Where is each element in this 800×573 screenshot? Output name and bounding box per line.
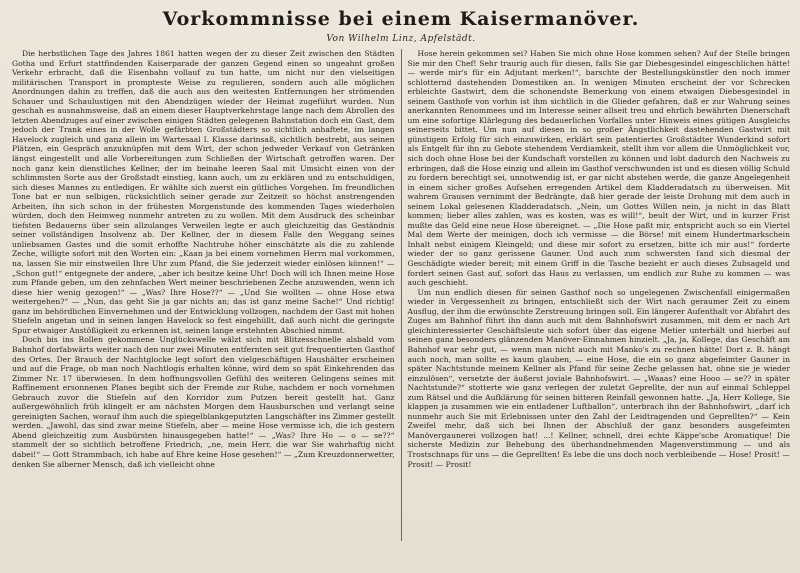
paragraph: Die herbstlichen Tage des Jahres 1861 hatten wegen der zu dieser Zeit zwischen den Städten Gotha und Erfurt stattfindenden Kaiserparade der ganzen Gegend einen so ungeahnt großen Verkehr erbracht, daß die Eisenbahn vollauf zu tun hatte, um nicht nur den vielseitigen militärischen Transport in prompteste Weise zu regulieren, sondern auch alle möglichen Anordnungen dahin zu treffen, daß die auch aus den weitesten Entfernungen her strömenden Schauer und Schaulustigen mit den Abendzügen wieder der Heimat zugeführt wurden. Nun geschah es ausnahmsweise, daß an einem dieser Hauptverkehrstage lange nach dem Abrollen des letzten Abendzuges auf einer zwischen einigen Städten gelegenen Bahnstation doch ein Gast, dem jedoch der Trank eines in der Wolle gefärbten Großstädters so sichtlich anhaftete, im langen Havelock zugleich und ganz allein im Wartesaal I. Klasse darinsaß, sichtlich bestrebt, aus seinen Plätzen, ein Gespräch anzuknüpfen mit dem Wirt, der schon jedweder Verkauf von Getränken längst eingestellt und alle Vorbereitungen zum Schließen der Wirtschaft getroffen waren. Der noch ganz kein dienstliches Kellner, der im beinahe leeren Saal mit Umsicht einen von der schlimmsten Sorte aus der Großstadt einstieg, kann auch, um zu erklären und zu entschuldigen, sich dieses Mannes zu entledigen. Er wählte sich zuerst ein gütliches Vorgehen. Im freundlichen Tone bat er nun selbigen, rücksichtlich seiner gerade zur Zeitzeit so höchst anstrengenden Arbeiten, ihn sich schon in der frühesten Morgenstunde des kommenden Tages wiederholen würden, doch den Heimweg nunmehr antreten zu zu wollen. Mit dem Ausdruck des scheinbar tiefsten Bedauerns über sein allzulanges Verweilen legte er auch gleichzeitig das Geständnis seiner vollständigen Insolvenz ab. Der Kellner, der in diesem Falle den Weggang seines unliebsamen Gastes und die somit erhoffte Nachtruhe höher einschätzte als die zu zahlende Zeche, willigte sofort mit den Worten ein: „Kaan ja bei einem vornehmen Herrn mal vorkommen, na, lassen Sie mir einstweilen Ihre Uhr zum Pfand, die Sie jederzeit wieder einlösen können!“ — „Schon gut!“ entgegnete der andere, „aber ich besitze keine Uhr! Doch will ich Ihnen meine Hose zum Pfande geben, um den zehnfachen Wert meiner beschriebenen Zeche anzuwenden, wenn ich diese hier wenig gezogen!“ — „Was? Ihre Hose??“ — „Und Sie wollten — ohne Hose etwa weitergehen?“ — „Nun, das geht Sie ja gar nichts an; das ist ganz meine Sache!“ Und richtig! ganz im behördlichen Einvernehmen und der Entwicklung vollzogen, nachdem der Gast mit hohen Stiefeln angetan und in seinen langen Havelock so fest eingehüllt, daß auch nicht die geringste Spur etwaiger Anstößigkeit zu erkennen ist, seinen lange erstehnten Abschied nimmt.	[12, 49, 395, 335]
paragraph: Hose herein gekommen sei? Haben Sie mich ohne Hose kommen sehen? Auf der Stelle bringen Sie mir den Chef! Sehr traurig auch für diesen, falls Sie gar Diebesgesindel eingeschlichen hätte! — werde mir's für ein Adjutant merken!“, barschte der Bestellungskünstler den noch immer schlotternd dastehenden Domestiken an. In wenigen Minuten erscheint der vor Schrecken erbleichte Gastwirt, dem die schonendste Bemerkung von einem etwaigen Diebesgesindel in seinem Gasthofe von vorhin ist ihm sichtlich in die Glieder gefahren, daß er zur Wahrung seines anerkannten Renommees und im Interesse seiner allseit treu und ehrlich bewährten Dienerschaft um eine sofortige Klärlegung des bedauerlichen Vorfalles unter Hinweis eines gütigen Ausgleichs seinerseits bittet. Um nun auf diesen in so großer Ängstlichkeit dastehenden Gastwirt mit günstigem Erfolg für sich einzuwirken, erklärt sein patentiertes Großstädter Wunderkind sofort als Entgelt für ihn zu Gebote stehendem Verdiamkeit, stellt ihm vor allem die Unmöglichkeit vor, sich doch ohne Hose bei der Kundschaft vorstellen zu können und lobt dadurch den Nachweis zu erbringen, daß die Hose einzig und allein im Gasthof verschwunden ist und es diesen völlig Schuld zu fordern berechtigt sei, unnotwendig ist, er gar nicht abstehen werde, die ganze Angelegenheit in einem sicher großes Aufsehen erregenden Artikel dem Kladderadatsch zu überweisen. Mit wahrem Grausen vernimmt der Bedrängte, daß hier gerade der leiste Drohung mit dem auch in seinem Lokal gelesenen Kladderadatsch. „Nein, um Gottes Willen nein, ja nicht in das Blatt kommen; lieber alles zahlen, was es kosten, was es will!“, beult der Wirt, und in kurzer Frist mußte das Geld eine neue Hose übereignet. — „Die Hose paßt mir, entspricht auch so ein Viertel Mal dem Werte der meinigen, doch ich vermisse — die Börse! mit einem Hundertmarkschein Inhalt nebst einigem Kleingeld; und diese mir sofort zu ersetzen, bitte ich mir aus!“ forderte wieder der so ganz gerissene Gauner. Und auch zum schwersten fand sich diesmal der Geschädigte wieder bereit; mit einem Griff in die Tasche bezieht er auch dieses Zubsageld und fordert seinen Gast auf, sofort das Haus zu verlassen, um endlich zur Ruhe zu kommen — was auch geschieht.	[407, 49, 790, 288]
article-title: Vorkommnisse bei einem Kaisermanöver.	[162, 8, 640, 30]
left-column	[12, 49, 401, 541]
article-byline: Von Wilhelm Linz, Apfelstädt.	[326, 34, 476, 44]
article-columns	[12, 49, 790, 541]
paragraph: Doch bis ins Rollen gekommene Unglückswelle wälzt sich mit Blitzesschnelle alsbald vom Bahnhof dorfabwärts weiter nach den nur zwei Minuten entfernten seit gut frequentierten Gasthof des Ortes. Der Brauch der Nachtglocke legt sofort den vielgeschäftigen Haushälter erscheinen und auf die Frage, ob man noch Nachtlogis erhalten könne, wird dem so spät Einkehrenden das Zimmer Nr. 17 überwiesen. In dem hoffnungsvollen Gefühl des weiteren Gelingens seines mit Raffinement ersonnenen Planes begibt sich der Fremde zur Ruhe, nachdem er noch vornehmen Gebrauch zuvor die Stiefeln auf den Korridor zum Putzen bereit gestellt hat. Ganz außergewöhnlich früh klingelt er am nächsten Morgen dem Hausburschen und verlangt seine gereinigten Sachen, worauf ihm auch die spiegelblankgeputzten Langschäfter ins Zimmer gestellt werden. „Jawohl, das sind zwar meine Stiefeln, aber — meine Hose vermisse ich, die ich gestern Abend gleichzeitig zum Ausbürsten hinausgegeben hatte!“ — „Was? Ihre Ho — o — se??“ stammelt der so sichtlich betroffene Friedrich, „ne, mein Herr, die war Sie wahrhaftig nicht dabei!“ — Gott Strammbach, ich habe auf Ehre keine Hose gesehen!“ — „Zum Kreuzdonnerwetter, denken Sie alberner Mensch, daß ich vielleicht ohne	[12, 335, 395, 469]
paragraph: Um nun endlich diesen für seinen Gasthof noch so ungelegenen Zwischenfall einigermaßen wieder in Vergessenheit zu bringen, entschließt sich der Wirt nach geraumer Zeit zu einem Ausflug, der ihm die erwünschte Zerstreuung bringen soll. Ein längerer Aufenthalt vor Abfahrt des Zuges am Bahnhof führt ihn dann auch mit dem Bahnhofswirt zusammen, mit dem er nach Art gleichinteressierter Geschäftsleute sich sofort über das eigene Metier unterhält und hierbei auf seinen ganz besonders glänzenden Manöver-Einnahmen hinzielt. „Ja, ja, Kollege, das Geschäft am Bahnhof war sehr gut, — wenn man nicht auch mit Manko's zu rechnen hätte! Dort z. B. hängt auch noch, man sollte es kaum glauben, — eine Hose, die ein so ganz abgefeimter Gauner in später Nachtstunde meinem Kellner als Pfand für seine Zeche gelassen hat, ohne sie je wieder einzulösen“, versetzte der äußerst joviale Bahnhofswirt. — „Waaas? eine Hooo — se?? in später Nachtstunde?“ stotterte wie ganz verlegen der zuletzt Geprellte, der nun auf einmal Schleppel zum Rätsel und die Aufklärung für seinen bitteren Reinfall gewonnen hatte. „Ja, Herr Kollege, Sie klappen ja zusammen wie ein entladener Luftballon“, unterbrach ihn der Bahnhofswirt, „darf ich nunmehr auch Sie mit Erlebnissen unter den Zahl der Leidtragenden und Geprellten?“ — Kein Zweifel mehr, daß sich bei Ihnen der Abschluß der ganz besonders ausgefeimten Manövergaunerei vollzogen hat! ...! Kellner, schnell, drei echte Käppe'sche Aromatique! Die sicherste Medizin zur Behebung des überhandnehmenden Magenverstimmung — und als Trostschnaps für uns — die Geprellten! Es lebe die uns doch noch verbleibende — Hose! Prosit! — Prosit! — Prosit!	[407, 287, 790, 469]
right-column	[401, 49, 791, 541]
